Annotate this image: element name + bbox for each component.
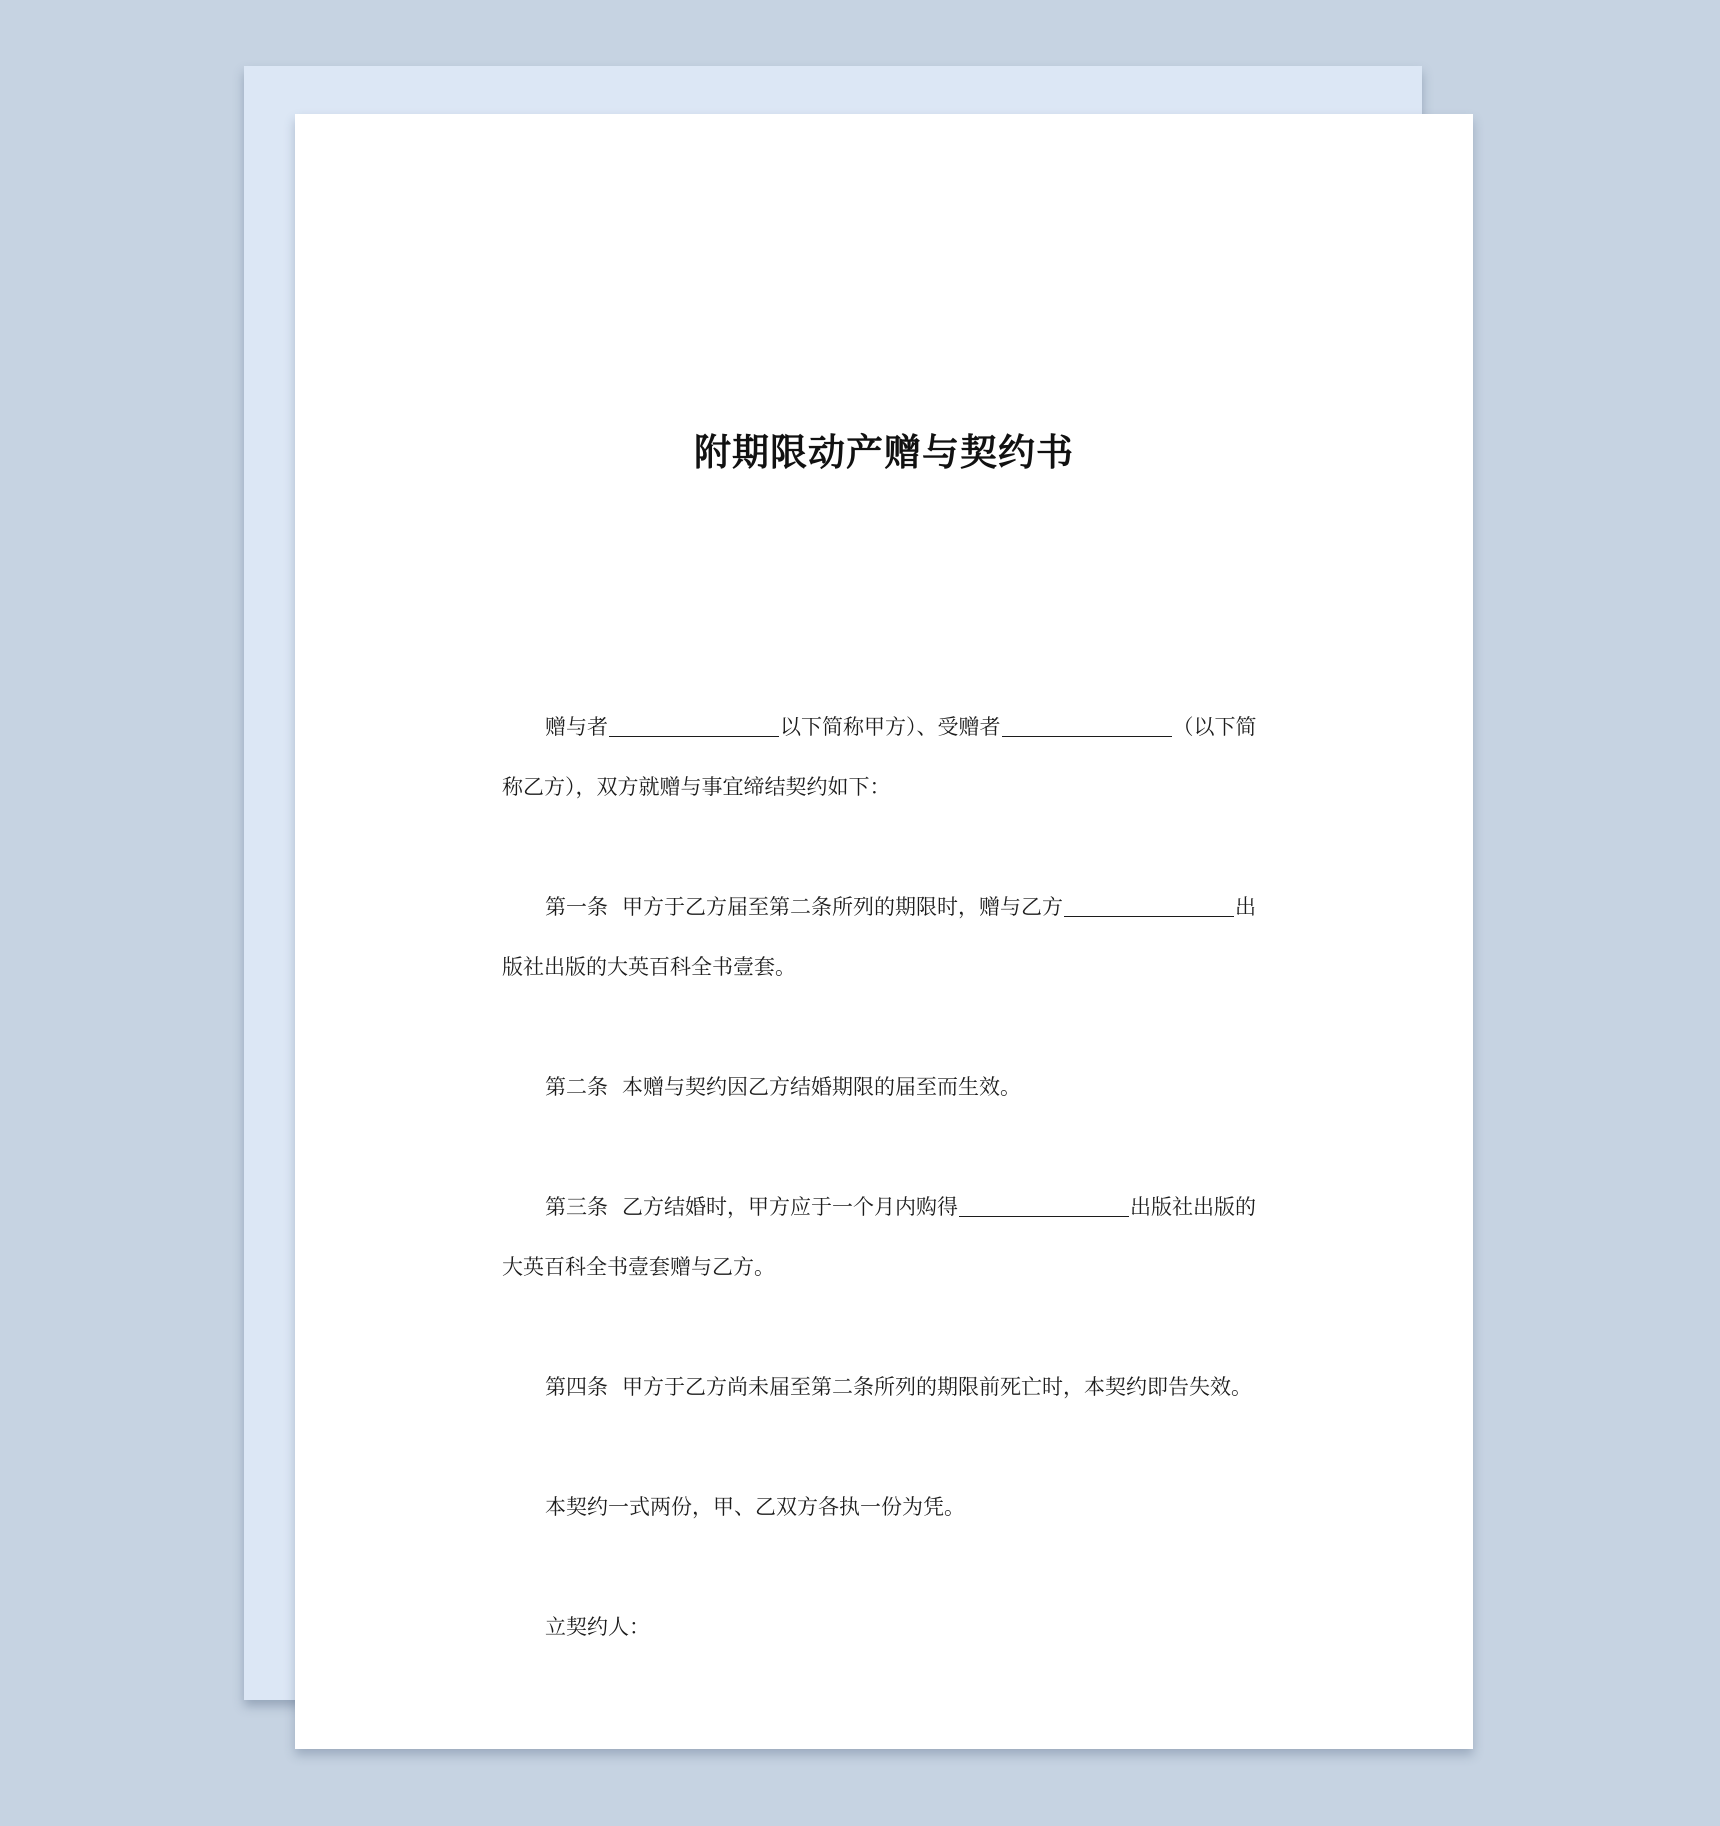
article1-line2: 版社出版的大英百科全书壹套。	[502, 955, 796, 979]
donor-name-blank[interactable]	[609, 715, 779, 737]
donor-suffix: 以下简称甲方）、受赠者	[780, 715, 1001, 739]
donee-suffix: （以下简	[1172, 715, 1257, 739]
article1-number: 第一条	[545, 895, 608, 919]
article3-number: 第三条	[545, 1195, 608, 1219]
article2-paragraph	[502, 1057, 1272, 1117]
publisher-blank-2[interactable]	[959, 1195, 1129, 1217]
document-title: 附期限动产赠与契约书	[694, 431, 1074, 474]
article3-line2: 大英百科全书壹套赠与乙方。	[502, 1255, 775, 1279]
signatory-label: 立契约人：	[545, 1615, 650, 1639]
copies-clause	[502, 1477, 1272, 1537]
copies-clause-text: 本契约一式两份，甲、乙双方各执一份为凭。	[545, 1495, 965, 1519]
article4-number: 第四条	[545, 1375, 608, 1399]
article4-text: 甲方于乙方尚未届至第二条所列的期限前死亡时，本契约即告失效。	[622, 1375, 1252, 1399]
article2-text: 本赠与契约因乙方结婚期限的届至而生效。	[622, 1075, 1021, 1099]
article3-text: 乙方结婚时，甲方应于一个月内购得	[622, 1195, 958, 1219]
document-page	[295, 114, 1473, 1749]
article1-text: 甲方于乙方届至第二条所列的期限时，赠与乙方	[622, 895, 1063, 919]
publisher-blank[interactable]	[1064, 895, 1234, 917]
intro-line2: 称乙方），双方就赠与事宜缔结契约如下：	[502, 775, 891, 799]
intro-paragraph	[502, 697, 1272, 817]
article4-paragraph	[502, 1357, 1272, 1417]
signatory-section	[502, 1597, 1272, 1657]
article3-text-after: 出版社出版的	[1130, 1195, 1256, 1219]
article3-paragraph	[502, 1177, 1272, 1297]
article1-text-after: 出	[1235, 895, 1256, 919]
article2-number: 第二条	[545, 1075, 608, 1099]
donee-name-blank[interactable]	[1002, 715, 1172, 737]
article1-paragraph	[502, 877, 1272, 997]
donor-label: 赠与者	[545, 715, 608, 739]
